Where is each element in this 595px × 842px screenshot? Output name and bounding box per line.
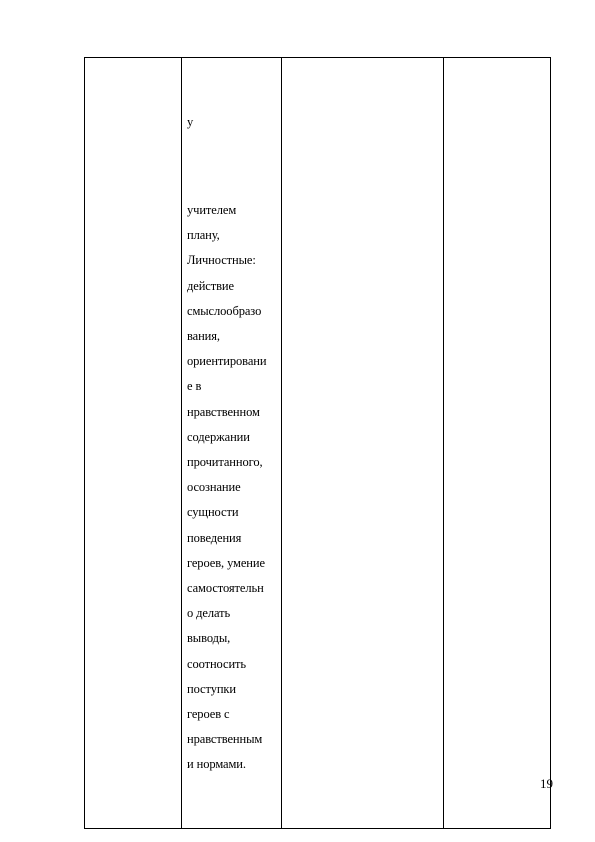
cell-line: осознание [187,480,241,495]
cell-line: Личностные: [187,253,256,268]
table-cell-col4 [444,58,551,829]
cell-line: соотносить [187,656,246,671]
cell-line: содержании [187,429,250,444]
table-row [85,58,551,829]
cell-line: о делать [187,606,231,621]
table-cell-col2 [182,58,282,829]
cell-line: сущности [187,505,239,520]
cell-lines [187,198,278,778]
cell-line: вания, [187,329,220,344]
cell-first-line: у [187,115,194,130]
cell-line: смыслообразо [187,303,262,318]
cell-line: учителем [187,203,237,218]
cell-line: нравственном [187,404,260,419]
page-number: 19 [540,776,553,791]
cell-line: героев, умение [187,555,265,570]
cell-line: и нормами. [187,757,246,772]
cell-text-block [182,58,281,828]
cell-line: прочитанного, [187,455,263,470]
cell-line: действие [187,278,234,293]
cell-line: выводы, [187,631,231,646]
table-cell-col1 [85,58,182,829]
cell-line: героев с [187,707,230,722]
cell-line: поведения [187,530,242,545]
lesson-table [84,57,551,829]
cell-line: ориентировани [187,354,267,369]
cell-line: поступки [187,681,236,696]
table-cell-col3 [282,58,444,829]
cell-line: самостоятельн [187,581,264,596]
cell-line: е в [187,379,202,394]
cell-line: плану, [187,228,220,243]
cell-line: нравственным [187,732,263,747]
